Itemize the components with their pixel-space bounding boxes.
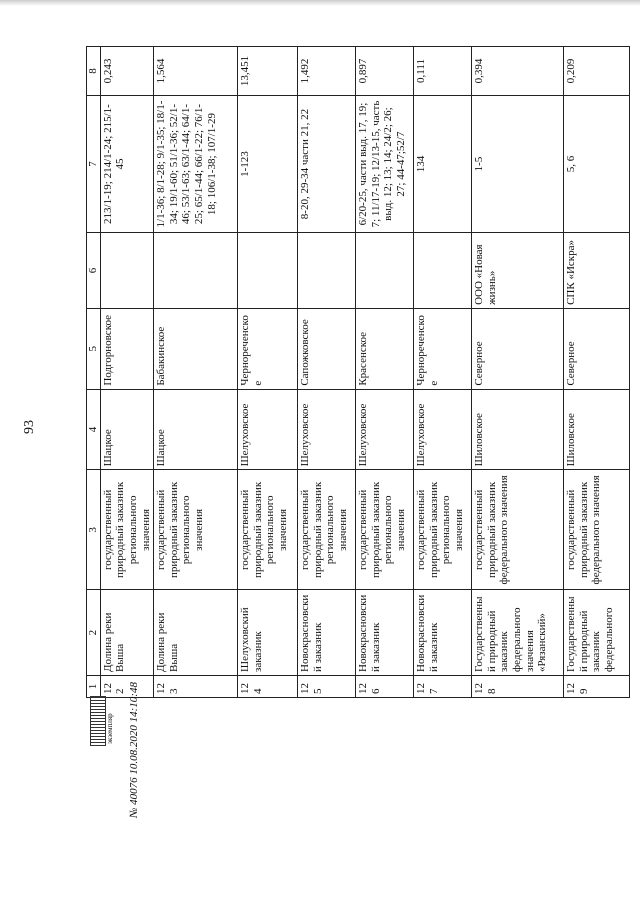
- forestry: Северное: [472, 308, 564, 389]
- district: Шиловское: [472, 389, 564, 470]
- district: Шацкое: [100, 389, 154, 470]
- area: 0,209: [564, 47, 630, 96]
- area: 0,243: [100, 47, 154, 96]
- column-header: 3: [87, 470, 101, 590]
- reserve-name: Государственный природный заказник федерального значения «Рязанский»: [472, 590, 564, 676]
- table-row: [154, 47, 238, 698]
- reserve-category: государственный природный заказник регионального значения: [356, 470, 414, 590]
- area: 0,111: [414, 47, 472, 96]
- reserve-category: государственный природный заказник федерального значения: [564, 470, 630, 590]
- reserve-name: Новокрасновский заказник: [414, 590, 472, 676]
- area: 13,451: [238, 47, 298, 96]
- reserve-category: государственный природный заказник регионального значения: [298, 470, 356, 590]
- forestry: Красенское: [356, 308, 414, 389]
- forestry: Чернореченское: [414, 308, 472, 389]
- reserve-name: Шелуховский заказник: [238, 590, 298, 676]
- tenant: [238, 233, 298, 309]
- reserve-category: государственный природный заказник регионального значения: [238, 470, 298, 590]
- tenant: [154, 233, 238, 309]
- barcode-stamp: [90, 696, 106, 746]
- tenant: СПК «Искра»: [564, 233, 630, 309]
- forestry: Подгорновское: [100, 308, 154, 389]
- reserve-category: государственный природный заказник регионального значения: [414, 470, 472, 590]
- barcode-label: экземпляр: [106, 713, 114, 744]
- row-number: 127: [414, 675, 472, 697]
- district: Шелуховское: [238, 389, 298, 470]
- table-row: [564, 47, 630, 698]
- district: Шелуховское: [356, 389, 414, 470]
- area: 0,897: [356, 47, 414, 96]
- column-header: 8: [87, 47, 101, 96]
- district: Шелуховское: [414, 389, 472, 470]
- row-number: 128: [472, 675, 564, 697]
- page-number: 93: [22, 420, 37, 434]
- table-row: [472, 47, 564, 698]
- district: Шиловское: [564, 389, 630, 470]
- forestry: Бабакинское: [154, 308, 238, 389]
- column-header: 1: [87, 675, 101, 697]
- column-header: 7: [87, 96, 101, 233]
- reserve-name: Долина реки Выша: [100, 590, 154, 676]
- quarters: 1-5: [472, 96, 564, 233]
- column-header: 2: [87, 590, 101, 676]
- tenant: [414, 233, 472, 309]
- district: Шацкое: [154, 389, 238, 470]
- reserve-category: государственный природный заказник федерального значения: [472, 470, 564, 590]
- column-header: 6: [87, 233, 101, 309]
- register-table: [86, 46, 630, 698]
- row-number: 125: [298, 675, 356, 697]
- tenant: [356, 233, 414, 309]
- row-number: 123: [154, 675, 238, 697]
- header-row: [87, 47, 101, 698]
- row-number: 124: [238, 675, 298, 697]
- quarters: 8-20, 29-34 части 21, 22: [298, 96, 356, 233]
- reserve-name: Новокрасновский заказник: [356, 590, 414, 676]
- tenant: ООО «Новая жизнь»: [472, 233, 564, 309]
- quarters: 1-123: [238, 96, 298, 233]
- area: 0,394: [472, 47, 564, 96]
- area: 1,492: [298, 47, 356, 96]
- table-row: [298, 47, 356, 698]
- rotated-table-wrapper: [86, 46, 616, 698]
- table-row: [414, 47, 472, 698]
- tenant: [298, 233, 356, 309]
- reserve-name: Государственный природный заказник федерального: [564, 590, 630, 676]
- row-number: 129: [564, 675, 630, 697]
- reserve-category: государственный природный заказник регионального значения: [100, 470, 154, 590]
- area: 1,564: [154, 47, 238, 96]
- quarters: 1/1-36; 8/1-28; 9/1-35; 18/1-34; 19/1-60; 51/1-36; 52/1-46; 53/1-63; 63/1-44; 64/1-25; 65/1-44; 66/1-22; 76/1-18; 106/1-38; 107/1-29: [154, 96, 238, 233]
- column-header: 4: [87, 389, 101, 470]
- table-row: [238, 47, 298, 698]
- row-number: 126: [356, 675, 414, 697]
- quarters: 5, 6: [564, 96, 630, 233]
- quarters: 6/20-25, части выд. 17, 19; 7; 11/17-19; 12/13-15, часть выд. 12; 13; 14; 24/2; 26; 27; 44-47;52/7: [356, 96, 414, 233]
- forestry: Чернореченское: [238, 308, 298, 389]
- reserve-name: Новокрасновский заказник: [298, 590, 356, 676]
- tenant: [100, 233, 154, 309]
- quarters: 213/1-19; 214/1-24; 215/1-45: [100, 96, 154, 233]
- document-stamp: № 40076 10.08.2020 14:10:48: [128, 682, 140, 818]
- forestry: Северное: [564, 308, 630, 389]
- quarters: 134: [414, 96, 472, 233]
- reserve-name: Долина реки Выша: [154, 590, 238, 676]
- reserve-category: государственный природный заказник регионального значения: [154, 470, 238, 590]
- district: Шелуховское: [298, 389, 356, 470]
- scan-edge: [0, 0, 640, 6]
- column-header: 5: [87, 308, 101, 389]
- row-number: 122: [100, 675, 154, 697]
- forestry: Сапожковское: [298, 308, 356, 389]
- table-row: [356, 47, 414, 698]
